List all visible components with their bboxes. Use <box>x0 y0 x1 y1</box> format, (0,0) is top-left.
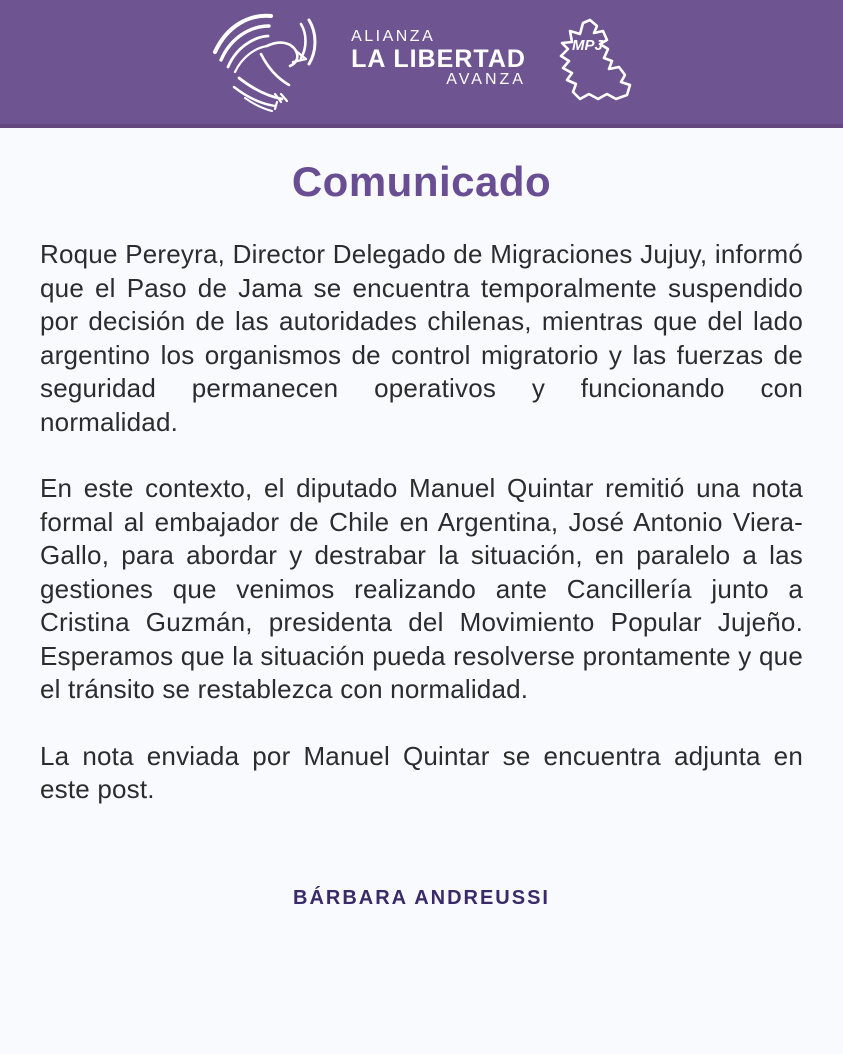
eagle-icon <box>205 10 337 114</box>
mpj-label: MPJ <box>571 37 603 54</box>
brand-line-la-libertad: LA LIBERTAD <box>351 44 526 73</box>
brand-line-alianza: ALIANZA <box>351 27 436 45</box>
header-band <box>0 0 843 128</box>
brand-line-avanza: AVANZA <box>446 71 526 89</box>
jujuy-map-icon <box>546 16 638 108</box>
paragraph-1: Roque Pereyra, Director Delegado de Migraciones Jujuy, informó que el Paso de Jama se encuentra temporalmente suspendido por decisión de las autoridades chilenas, mientras que del lado argentino los organismos de control migratorio y las fuerzas de seguridad permanecen operativos y funcionando con normalidad. <box>40 239 803 437</box>
communique-body <box>0 158 843 910</box>
brand-wordmark <box>351 29 526 89</box>
signature: BÁRBARA ANDREUSSI <box>293 886 550 909</box>
paragraph-3: La nota enviada por Manuel Quintar se encuentra adjunta en este post. <box>40 740 803 804</box>
paragraph-2: En este contexto, el diputado Manuel Quintar remitió una nota formal al embajador de Chile en Argentina, José Antonio Viera-Gallo, para abordar y destrabar la situación, en paralelo a las gestiones que venimos realizando ante Cancillería junto a Cristina Guzmán, presidenta del Movimiento Popular Jujeño. Esperamos que la situación pueda resolverse prontamente y que el tránsito se restablezca con normalidad. <box>40 473 803 704</box>
page-title: Comunicado <box>291 158 552 205</box>
